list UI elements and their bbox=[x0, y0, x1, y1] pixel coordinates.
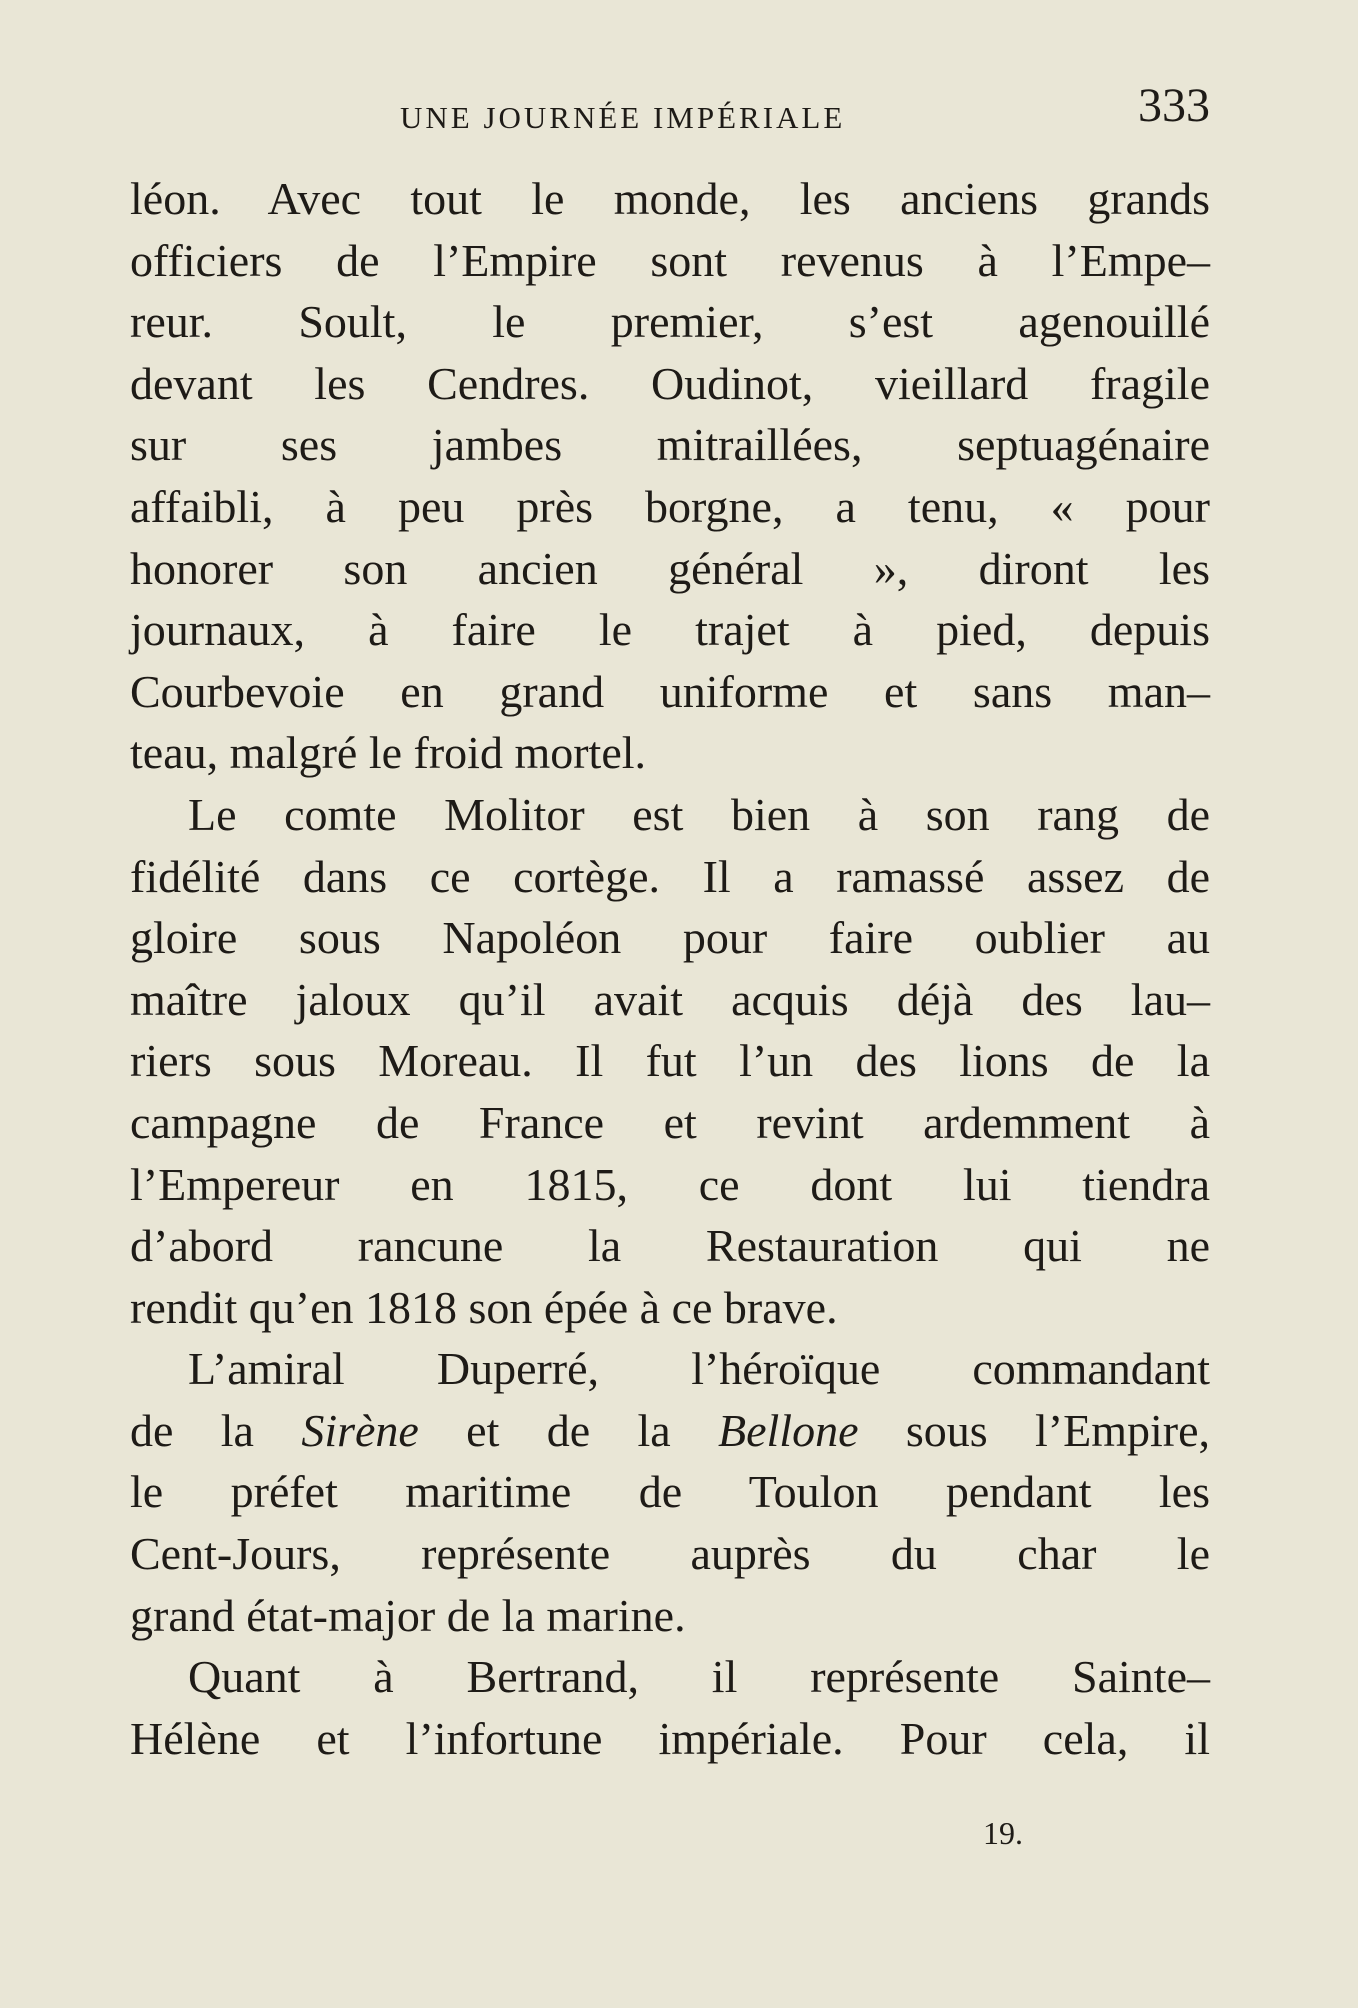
text-line: Cent-Jours, représente auprès du char le bbox=[130, 1528, 1210, 1580]
text-line: Courbevoie en grand uniforme et sans man– bbox=[130, 665, 1210, 717]
text-fragment: de la bbox=[130, 1404, 302, 1456]
text-line: grand état-major de la marine. bbox=[130, 1589, 686, 1641]
text-line: campagne de France et revint ardemment à bbox=[130, 1096, 1210, 1148]
text-line: officiers de l’Empire sont revenus à l’Empe– bbox=[130, 234, 1210, 286]
text-line: l’Empereur en 1815, ce dont lui tiendra bbox=[130, 1158, 1210, 1210]
text-line: Quant à Bertrand, il représente Sainte– bbox=[188, 1651, 1210, 1703]
text-line: sur ses jambes mitraillées, septuagénaire bbox=[130, 419, 1210, 471]
text-line: teau, malgré le froid mortel. bbox=[130, 727, 647, 779]
italic-ship-name: Bellone bbox=[718, 1404, 859, 1456]
running-head bbox=[130, 78, 1210, 148]
text-line: honorer son ancien général », diront les bbox=[130, 542, 1210, 594]
text-line: fidélité dans ce cortège. Il a ramassé assez de bbox=[130, 850, 1210, 902]
page-number: 333 bbox=[1138, 79, 1210, 132]
text-line: léon. Avec tout le monde, les anciens grands bbox=[130, 173, 1210, 224]
text-line: gloire sous Napoléon pour faire oublier au bbox=[130, 912, 1210, 964]
italic-ship-name: Sirène bbox=[301, 1404, 419, 1456]
text-line: affaibli, à peu près borgne, a tenu, « pour bbox=[130, 480, 1210, 532]
text-line: Le comte Molitor est bien à son rang de bbox=[188, 788, 1210, 840]
body-text bbox=[130, 168, 1210, 1769]
text-line: journaux, à faire le trajet à pied, depuis bbox=[130, 604, 1210, 656]
text-line: L’amiral Duperré, l’héroïque commandant bbox=[188, 1343, 1210, 1395]
text-line: devant les Cendres. Oudinot, vieillard fragile bbox=[130, 357, 1210, 409]
running-title: UNE JOURNÉE IMPÉRIALE bbox=[400, 100, 846, 135]
text-line: d’abord rancune la Restauration qui ne bbox=[130, 1220, 1210, 1272]
signature-mark: 19. bbox=[983, 1815, 1023, 1851]
text-line: Hélène et l’infortune impériale. Pour cela, il bbox=[130, 1712, 1210, 1764]
text-line: le préfet maritime de Toulon pendant les bbox=[130, 1466, 1210, 1518]
text-line: rendit qu’en 1818 son épée à ce brave. bbox=[130, 1281, 838, 1333]
text-fragment: sous l’Empire, bbox=[858, 1404, 1210, 1456]
text-line: reur. Soult, le premier, s’est agenouillé bbox=[130, 296, 1210, 348]
text-line: maître jaloux qu’il avait acquis déjà des lau– bbox=[130, 973, 1210, 1025]
text-line: riers sous Moreau. Il fut l’un des lions de la bbox=[130, 1035, 1210, 1087]
text-line-with-italics bbox=[130, 1400, 1210, 1462]
text-fragment: et de la bbox=[418, 1404, 719, 1456]
